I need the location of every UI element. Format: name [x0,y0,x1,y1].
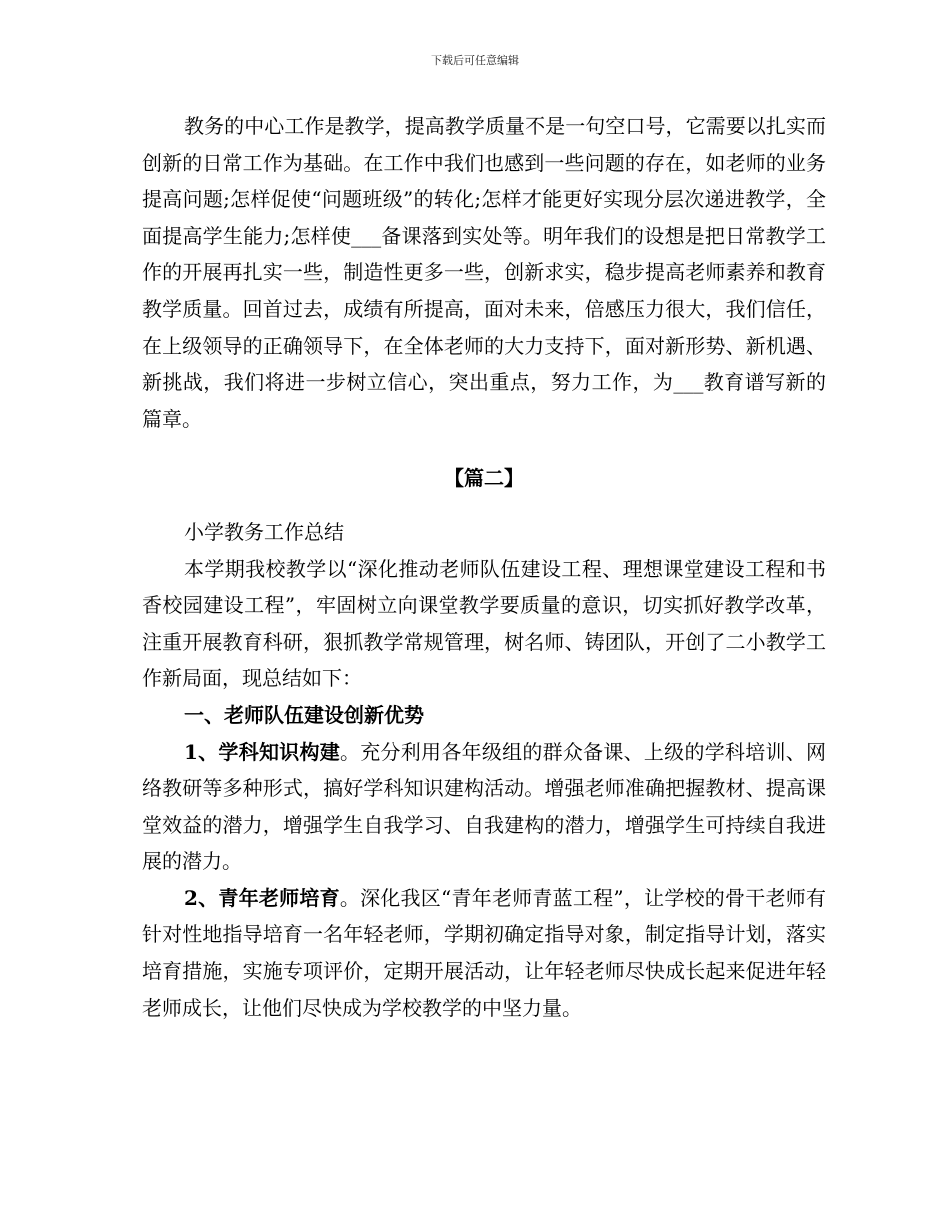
item-2-text: 。深化我区“青年老师青蓝工程”，让学校的骨干老师有针对性地指导培育一名年轻老师，学期初确定指导对象，制定指导计划，落实培育措施，实施专项评价，定期开展活动，让年轻老师尽快成长起来促进年轻老师成长，让他们尽快成为学校教学的中坚力量。 [142,885,826,1020]
item-2-title: 2、青年老师培育 [184,885,340,910]
page-header: 下载后可任意编辑 [431,54,519,67]
heading-1: 一、老师队伍建设创新优势 [184,702,424,727]
item-1-title: 1、学科知识构建 [184,739,341,764]
item-1-text: 。充分利用各年级组的群众备课、上级的学科培训、网络教研等多种形式，搞好学科知识建构活动。增强老师准确把握教材、提高课堂效益的潜力，增强学生自我学习、自我建构的潜力，增强学生可持续自我进展的潜力。 [142,739,827,874]
document-body [142,108,826,1026]
section-title: 【篇二】 [444,466,524,491]
item-1 [142,734,826,880]
item-2 [142,880,826,1026]
document-subtitle: 小学教务工作总结 [184,519,344,544]
paragraph-2: 本学期我校教学以“深化推动老师队伍建设工程、理想课堂建设工程和书香校园建设工程”，牢固树立向课堂教学要质量的意识，切实抓好教学改革，注重开展教育科研，狠抓教学常规管理，树名师、铸团队，开创了二小教学工作新局面，现总结如下： [142,556,826,691]
paragraph-1: 教务的中心工作是教学，提高教学质量不是一句空口号，它需要以扎实而创新的日常工作为基础。在工作中我们也感到一些问题的存在，如老师的业务提高问题;怎样促使“问题班级”的转化;怎样才能更好实现分层次递进教学，全面提高学生能力;怎样使___备课落到实处等。明年我们的设想是把日常教学工作的开展再扎实一些，制造性更多一些，创新求实，稳步提高老师素养和教育教学质量。回首过去，成绩有所提高，面对未来，倍感压力很大，我们信任，在上级领导的正确领导下，在全体老师的大力支持下，面对新形势、新机遇、新挑战，我们将进一步树立信心，突出重点，努力工作，为___教育谱写新的篇章。 [142,114,826,431]
